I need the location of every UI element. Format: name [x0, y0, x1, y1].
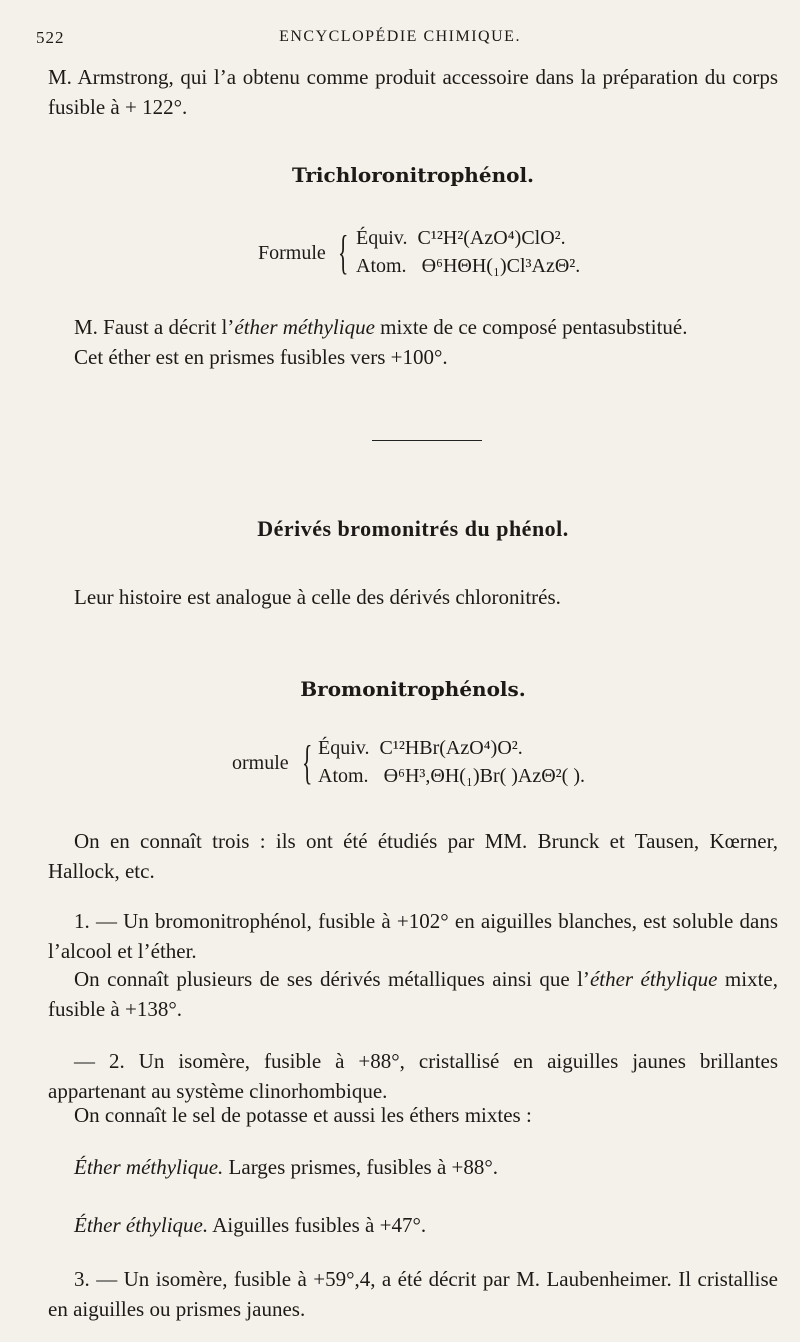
brace: {	[302, 736, 313, 789]
known-paragraph: On en connaît trois : ils ont été étudiés par MM. Brunck et Tausen, Kœrner, Hallock, etc.	[48, 829, 778, 883]
heading-bromonitrophenols: Bromonitrophénols.	[300, 677, 526, 701]
page-number: 522	[36, 28, 65, 47]
ether-methylique	[48, 1152, 778, 1182]
formula-label: Formule	[258, 242, 326, 264]
running-title: ENCYCLOPÉDIE CHIMIQUE.	[279, 28, 521, 45]
brace: {	[338, 226, 349, 279]
emphasis: éther méthylique	[234, 315, 375, 339]
item-1-derivatives	[48, 964, 778, 1024]
equiv-value: C¹²H²(AzO⁴)ClO².	[417, 227, 566, 249]
text: mixte, fusible à +138°.	[48, 967, 778, 1021]
atom-value: Ɵ⁶HΘH(₁)Cl³AzΘ².	[421, 255, 581, 277]
faust-paragraph	[48, 312, 778, 342]
item-3: 3. — Un isomère, fusible à +59°,4, a été décrit par M. Laubenheimer. Il cristallise en aiguilles ou prismes jaunes.	[48, 1267, 778, 1321]
heading-trichloronitrophenol: Trichloronitrophénol.	[291, 163, 535, 187]
atom-label: Atom.	[318, 765, 369, 787]
formula-label: ormule	[232, 752, 289, 774]
equiv-label: Équiv.	[356, 227, 408, 249]
emphasis: éther éthylique	[589, 967, 718, 991]
text: M. Faust a décrit l’	[74, 315, 235, 339]
emphasis: Éther méthylique.	[74, 1155, 224, 1179]
item-2: — 2. Un isomère, fusible à +88°, cristallisé en aiguilles jaunes brillantes appartenant au système clinorhombique.	[48, 1049, 778, 1103]
atom-value: Ɵ⁶H³,ΘH(₁)Br( )AzΘ²( ).	[383, 765, 585, 787]
emphasis: Éther éthylique.	[74, 1213, 209, 1237]
formula-equiv-row	[356, 224, 566, 252]
item-2-salts: On connaît le sel de potasse et aussi les éthers mixtes :	[74, 1103, 532, 1127]
section-divider	[372, 440, 482, 441]
text: Aiguilles fusibles à +47°.	[208, 1213, 427, 1237]
text: Larges prismes, fusibles à +88°.	[223, 1155, 499, 1179]
text: mixte de ce composé pentasubstitué.	[374, 315, 688, 339]
intro-paragraph: M. Armstrong, qui l’a obtenu comme produit accessoire dans la préparation du corps fusible à + 122°.	[48, 65, 778, 119]
heading-derives-bromonitres: Dérivés bromonitrés du phénol.	[257, 516, 569, 541]
equiv-value: C¹²HBr(AzO⁴)O².	[379, 737, 523, 759]
formula-bromonitro	[232, 734, 632, 794]
text: On connaît plusieurs de ses dérivés métalliques ainsi que l’	[74, 967, 590, 991]
ether-ethylique	[48, 1210, 778, 1240]
formula-equiv-row	[318, 734, 523, 762]
formula-trichloro	[258, 224, 638, 284]
equiv-label: Équiv.	[318, 737, 370, 759]
item-1: 1. — Un bromonitrophénol, fusible à +102° en aiguilles blanches, est soluble dans l’alcool et l’éther.	[48, 909, 778, 963]
formula-atom-row	[356, 252, 580, 280]
formula-atom-row	[318, 762, 585, 790]
ether-paragraph: Cet éther est en prismes fusibles vers +100°.	[74, 345, 448, 369]
atom-label: Atom.	[356, 255, 407, 277]
derives-paragraph: Leur histoire est analogue à celle des dérivés chloronitrés.	[74, 585, 561, 609]
